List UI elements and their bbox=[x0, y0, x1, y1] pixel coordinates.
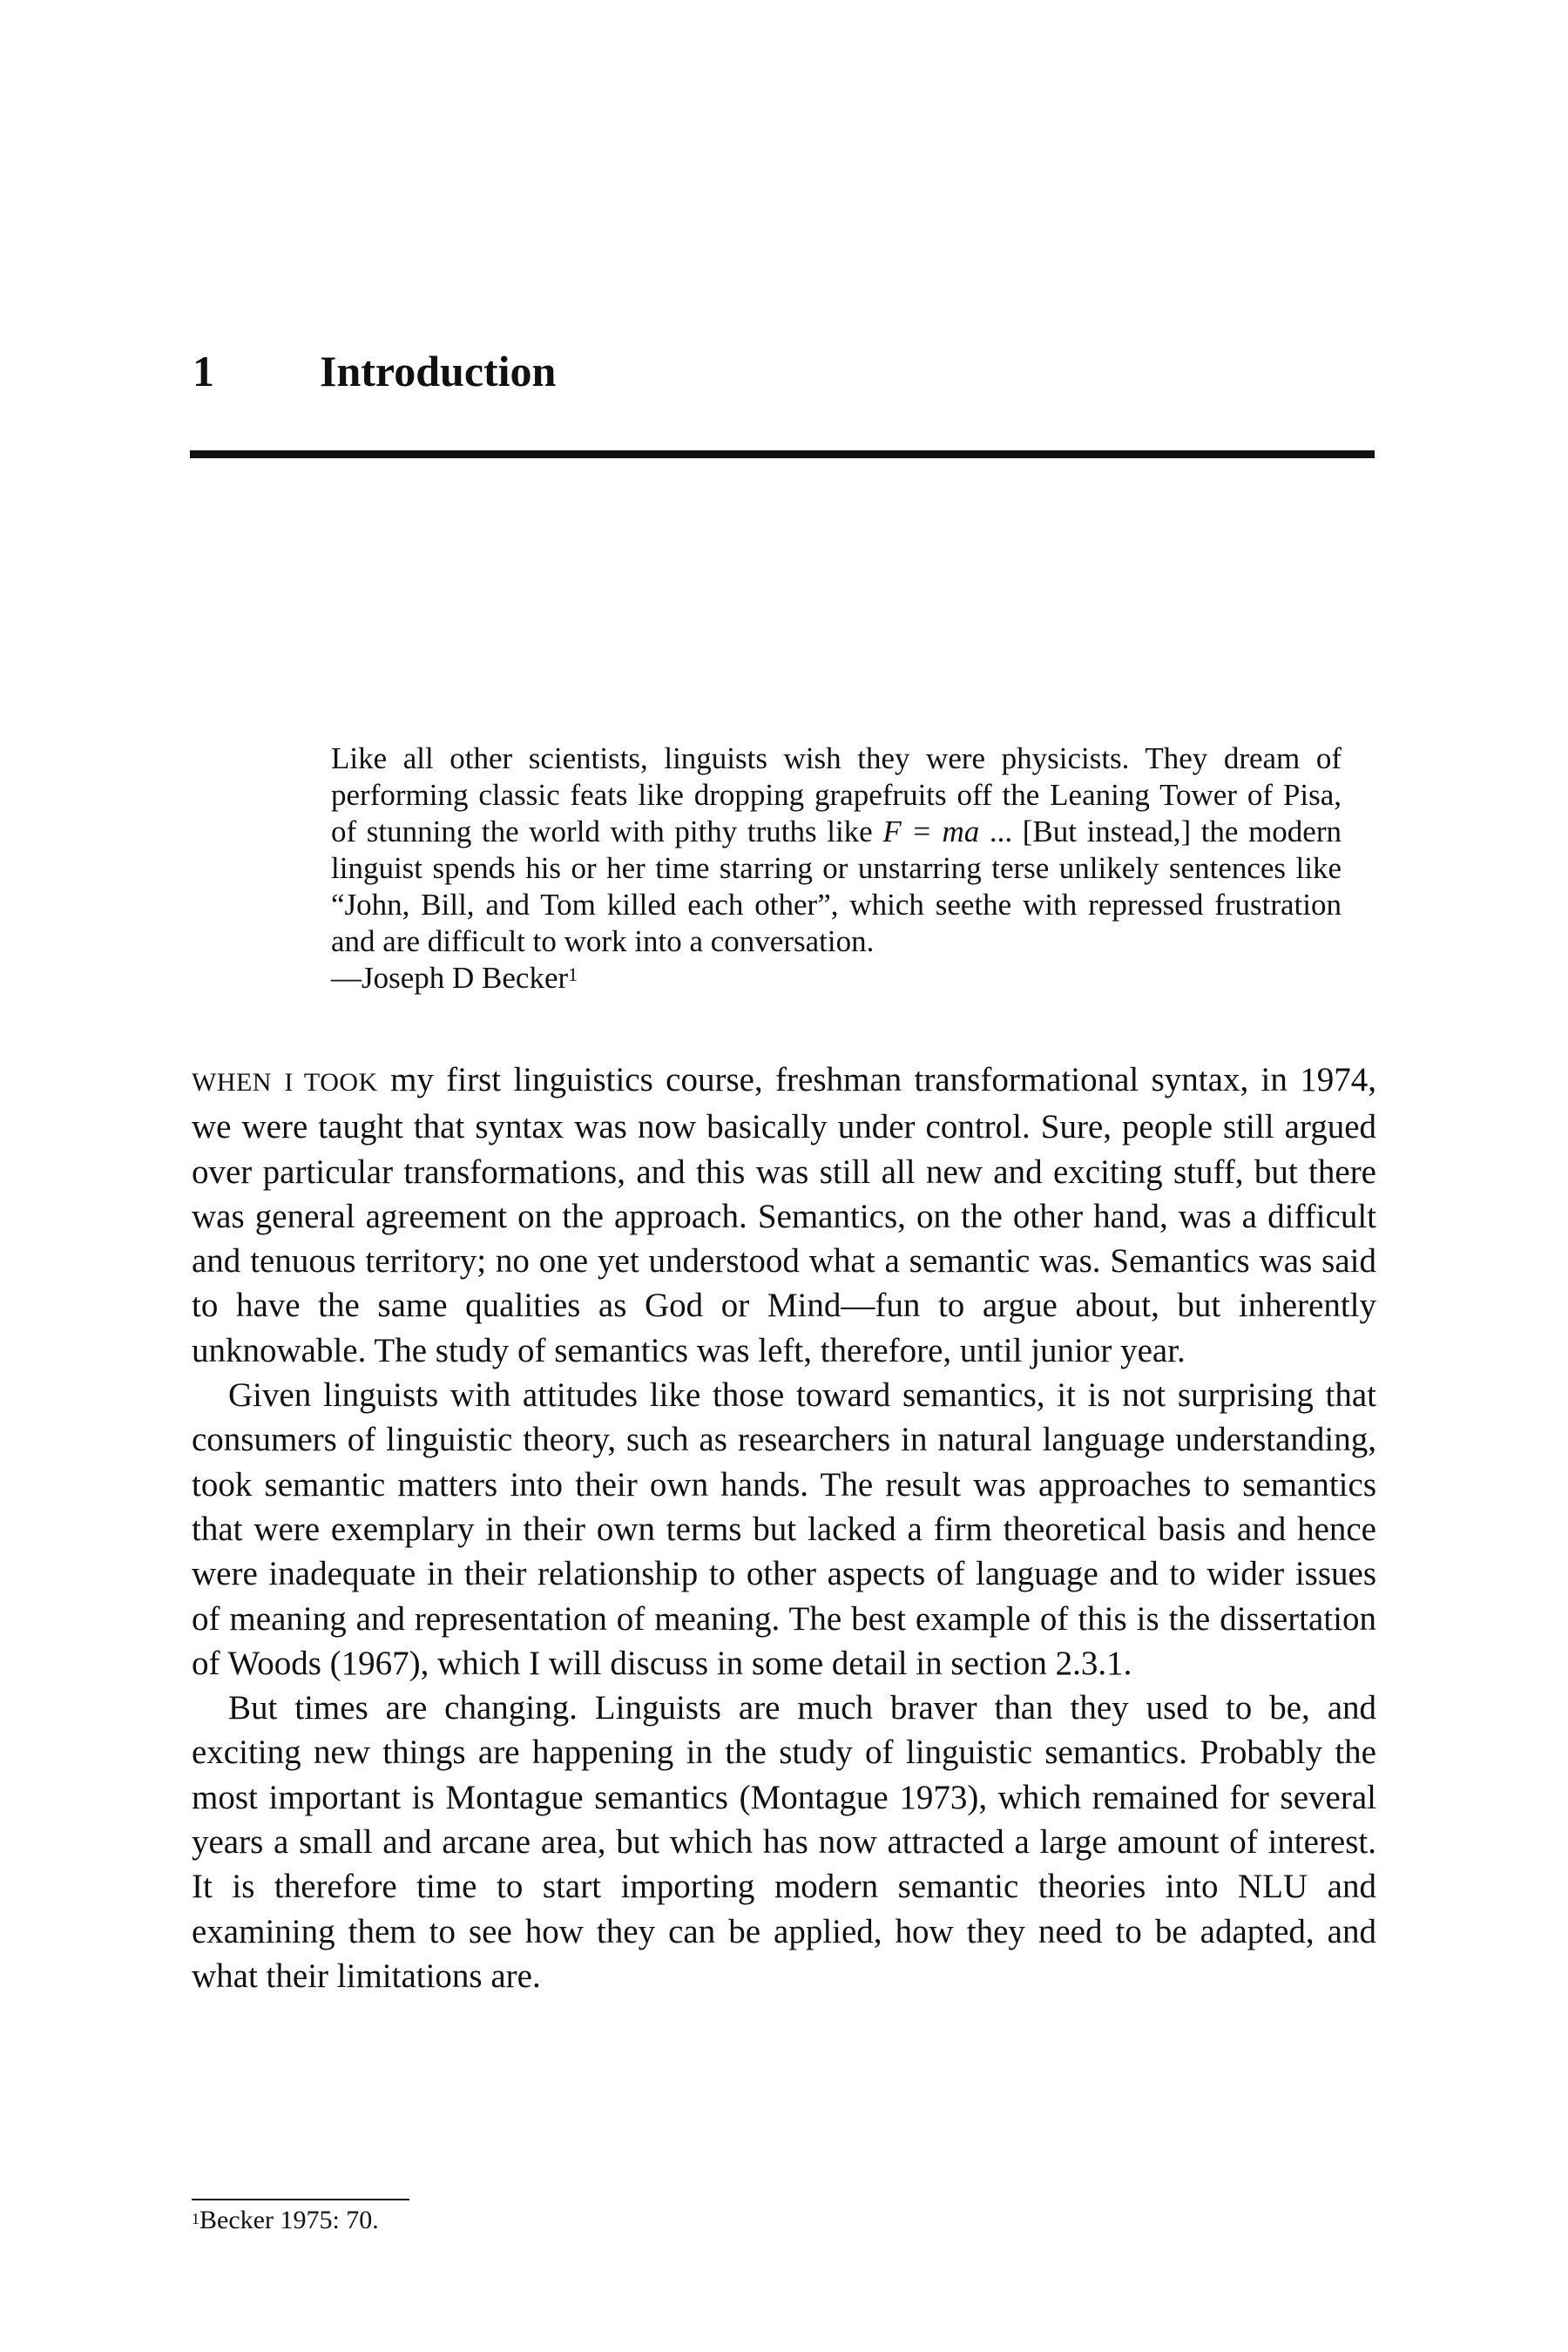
footnote bbox=[192, 2204, 379, 2237]
body-text bbox=[192, 1058, 1376, 1998]
epigraph-formula: F = ma bbox=[882, 814, 980, 848]
chapter-number: 1 bbox=[193, 347, 214, 395]
paragraph-1-text: my first linguistics course, freshman transformational syntax, in 1974, we were taught that syntax was now basically under control. Sure, people still argued over particular transformations, and this was still all new and exciting stuff, but there was general agreement on the approach. Semantics, on the other hand, was a difficult and tenuous territory; no one yet understood what a semantic was. Semantics was said to have the same qualities as God or Mind—fun to argue about, but inherently unknowable. The study of semantics was left, therefore, until junior year. bbox=[192, 1061, 1377, 1369]
paragraph-2: Given linguists with attitudes like those toward semantics, it is not surprising that consumers of linguistic theory, such as researchers in natural language understanding, took semantic matters into their own hands. The result was approaches to semantics that were exemplary in their own terms but lacked a firm theoretical basis and hence were inadequate in their relationship to other aspects of language and to wider issues of meaning and representation of meaning. The best example of this is the dissertation of Woods (1967), which I will discuss in some detail in section 2.3.1. bbox=[192, 1376, 1376, 1682]
paragraph-1-smallcaps-when: WHEN bbox=[192, 1068, 272, 1097]
epigraph bbox=[331, 740, 1342, 997]
chapter-rule bbox=[190, 450, 1375, 458]
epigraph-text-part2: ... [But instead,] the modern linguist spends his or her time starring or unstarring terse unlikely sentences like “John, Bill, and Tom killed each other”, which seethe with repressed frustration and are difficult to work into a conversation. bbox=[331, 814, 1342, 958]
footnote-text: Becker 1975: 70. bbox=[199, 2206, 379, 2234]
epigraph-attribution bbox=[331, 960, 1342, 997]
epigraph-author: —Joseph D Becker bbox=[331, 961, 569, 995]
footnote-reference[interactable]: 1 bbox=[568, 963, 578, 985]
epigraph-text bbox=[331, 740, 1342, 960]
epigraph-text-part1: Like all other scientists, linguists wish they were physicists. They dream of performing classic feats like dropping grapefruits off the Leaning Tower of Pisa, of stunning the world with pithy truths like bbox=[331, 741, 1342, 848]
paragraph-1-smallcaps-i-took: I TOOK bbox=[284, 1068, 378, 1097]
chapter-title: Introduction bbox=[320, 347, 557, 395]
paragraph-1 bbox=[192, 1058, 1376, 1373]
paragraph-3: But times are changing. Linguists are much braver than they used to be, and exciting new things are happening in the study of linguistic semantics. Probably the most important is Montague semantics (Montague 1973), which remained for several years a small and arcane area, but which has now attracted a large amount of interest. It is therefore time to start importing modern semantic theories into NLU and examining them to see how they can be applied, how they need to be adapted, and what their limitations are. bbox=[192, 1689, 1376, 1995]
chapter-heading bbox=[193, 345, 556, 397]
footnote-rule bbox=[192, 2199, 409, 2200]
footnote-mark: 1 bbox=[192, 2210, 199, 2227]
